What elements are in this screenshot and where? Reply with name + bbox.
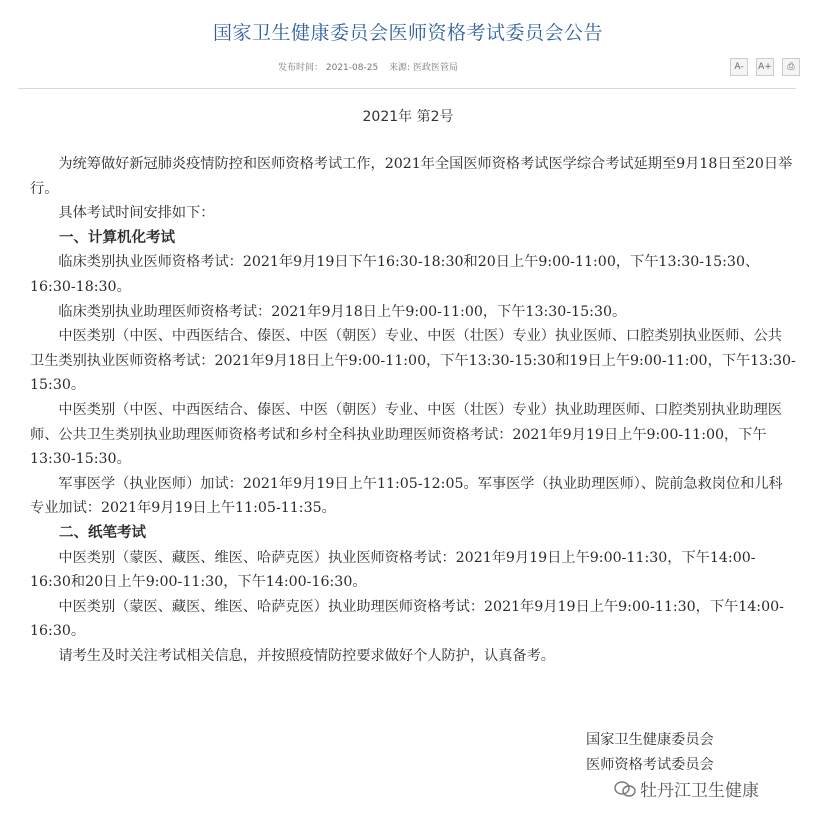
article-body	[30, 152, 796, 668]
publish-time: 发布时间： 2021-08-25	[278, 63, 379, 73]
article-meta	[278, 60, 466, 73]
paragraph: 具体考试时间安排如下：	[58, 205, 215, 222]
paragraph: 临床类别执业助理医师资格考试：2021年9月18日上午9:00-11:00，下午13:30-15:30。	[58, 303, 627, 320]
page-title: 国家卫生健康委员会医师资格考试委员会公告	[212, 22, 603, 44]
paragraph: 中医类别（蒙医、藏医、维医、哈萨克医）执业助理医师资格考试：2021年9月19日上午9:00-11:30，下午14:00-16:30。	[30, 598, 784, 640]
print-icon[interactable]: ⎙	[782, 58, 800, 76]
paragraph: 为统筹做好新冠肺炎疫情防控和医师资格考试工作，2021年全国医师资格考试医学综合考试延期至9月18日至20日举行。	[30, 156, 793, 197]
font-larger-button[interactable]: A+	[756, 58, 774, 76]
section-heading: 二、纸笔考试	[59, 524, 146, 541]
watermark	[614, 776, 759, 801]
signature-block	[586, 728, 714, 777]
toolbar	[730, 58, 800, 76]
paragraph: 临床类别执业医师资格考试：2021年9月19日下午16:30-18:30和20日上午9:00-11:00，下午13:30-15:30、16:30-18:30。	[30, 254, 760, 295]
watermark-text: 牡丹江卫生健康	[640, 781, 759, 801]
wechat-icon	[614, 780, 636, 798]
signature-line: 医师资格考试委员会	[586, 756, 714, 773]
font-smaller-button[interactable]: A-	[730, 58, 748, 76]
source: 来源: 医政医管局	[389, 63, 458, 73]
paragraph: 中医类别（中医、中西医结合、傣医、中医（朝医）专业、中医（壮医）专业）执业助理医师、口腔类别执业助理医师、公共卫生类别执业助理医师资格考试和乡村全科执业助理医师资格考试：2021年9月19日上午9:00-11:00，下午13:30-15:30。	[30, 401, 782, 468]
divider	[18, 88, 796, 89]
section-heading: 一、计算机化考试	[59, 229, 175, 246]
paragraph: 中医类别（中医、中西医结合、傣医、中医（朝医）专业、中医（壮医）专业）执业医师、口腔类别执业医师、公共卫生类别执业医师资格考试：2021年9月18日上午9:00-11:00，下午13:30-15:30和19日上午9:00-11:00，下午13:30-15:30。	[30, 328, 796, 394]
document-number: 2021年 第2号	[362, 109, 454, 125]
signature-line: 国家卫生健康委员会	[586, 732, 714, 748]
paragraph: 军事医学（执业医师）加试：2021年9月19日上午11:05-12:05。军事医学（执业助理医师）、院前急救岗位和儿科专业加试：2021年9月19日上午11:05-11:35。	[30, 475, 783, 517]
paragraph: 中医类别（蒙医、藏医、维医、哈萨克医）执业医师资格考试：2021年9月19日上午9:00-11:30，下午14:00-16:30和20日上午9:00-11:30，下午14:00-16:30。	[30, 549, 756, 591]
paragraph: 请考生及时关注考试相关信息，并按照疫情防控要求做好个人防护，认真备考。	[58, 647, 555, 664]
